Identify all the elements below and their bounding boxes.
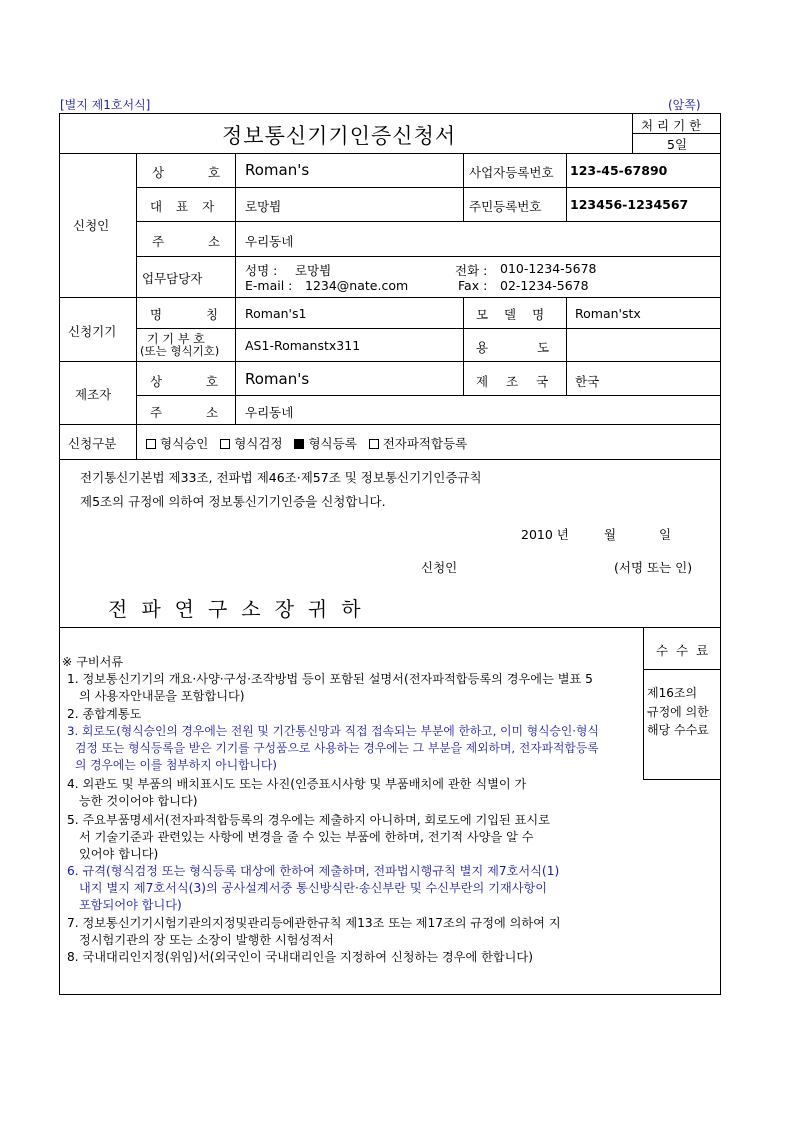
category-options: [146, 434, 467, 452]
doc-item-3-line1: 3. 회로도(형식승인의 경우에는 전원 및 기간통신망과 직접 접속되는 부분에 한하고, 이미 형식승인·형식: [67, 724, 599, 738]
resno-label: 주민등록번호: [469, 199, 542, 214]
email-label: E-mail :: [245, 278, 293, 293]
fee-text-2: 규정에 의한: [647, 705, 709, 719]
fee-text-3: 해당 수수료: [647, 723, 709, 737]
doc-item-2: 2. 종합계통도: [67, 707, 142, 721]
processing-period-label: 처 리 기 한: [641, 118, 702, 133]
doc-item-1-line2: 의 사용자안내문을 포함합니다): [79, 689, 245, 703]
device-title-label: 명 칭: [150, 307, 219, 322]
statement-line1: 전기통신기본법 제33조, 전파법 제46조·제57조 및 정보통신기기인증규칙: [80, 470, 482, 485]
doc-item-4-line1: 4. 외관도 및 부품의 배치표시도 또는 사진(인증표시사항 및 부품배치에 관한 식별이 가: [67, 777, 527, 791]
doc-item-6-line1: 6. 규격(형식검정 또는 형식등록 대상에 한하여 제출하며, 전파법시행규칙 별지 제7호서식(1): [67, 864, 560, 878]
doc-item-6-line2: 내지 별지 제7호서식(3)의 공사설계서중 통신방식란·송신부란 및 수신부란의 기재사항이: [79, 881, 548, 895]
contact-name: 로망뷤: [295, 263, 332, 278]
maker-section-label: 제조자: [75, 387, 112, 402]
maker-addr-value: 우리동네: [245, 405, 294, 420]
contact-label: 업무담당자: [142, 271, 203, 286]
country-label: 제 조 국: [476, 374, 549, 389]
doc-item-3-line3: 의 경우에는 이를 첨부하지 아니합니다): [75, 758, 277, 772]
rep-label: 대 표 자: [150, 199, 215, 214]
maker-name-label: 상 호: [150, 374, 219, 389]
doc-item-7-line2: 정시험기관의 장 또는 소장이 발행한 시험성적서: [79, 933, 334, 947]
applicant-sign-label: 신청인: [421, 560, 458, 575]
option-type-registration[interactable]: 형식등록: [294, 436, 356, 451]
maker-addr-label: 주 소: [150, 405, 219, 420]
doc-item-4-line2: 능한 것이어야 합니다): [79, 794, 198, 808]
checkbox-icon[interactable]: [369, 439, 379, 449]
model-value: Roman'stx: [575, 306, 641, 321]
doc-item-6-line3: 포함되어야 합니다): [79, 898, 182, 912]
fax-value: 02-1234-5678: [500, 278, 589, 293]
phone-value: 010-1234-5678: [500, 261, 597, 276]
date-month: 월: [604, 527, 617, 542]
sign-note: (서명 또는 인): [614, 560, 693, 575]
device-title: Roman's1: [245, 306, 307, 321]
bizno-value: 123-45-67890: [570, 163, 668, 178]
phone-label: 전화 :: [455, 263, 488, 278]
applicant-section-label: 신청인: [73, 218, 110, 233]
applicant-name: Roman's: [245, 161, 310, 179]
addressee: 전파연구소장귀하: [108, 597, 375, 621]
doc-item-7-line1: 7. 정보통신기기시험기관의지정및관리등에관한규칙 제13조 또는 제17조의 규정에 의하여 지: [67, 916, 561, 930]
country-value: 한국: [575, 374, 600, 389]
option-emc-registration[interactable]: 전자파적합등록: [369, 436, 468, 451]
resno-value: 123456-1234567: [570, 197, 689, 212]
addr-value: 우리동네: [245, 234, 294, 249]
email-value: 1234@nate.com: [305, 278, 409, 293]
docs-heading: ※ 구비서류: [62, 655, 124, 669]
checkbox-icon[interactable]: [146, 439, 156, 449]
fee-label: 수 수 료: [656, 643, 709, 658]
date-day: 일: [659, 527, 672, 542]
processing-period-value: 5일: [667, 137, 688, 152]
use-label: 용 도: [476, 340, 550, 355]
model-label: 모 델 명: [476, 307, 545, 322]
checkbox-icon[interactable]: [220, 439, 230, 449]
code-label-sub: (또는 형식기호): [140, 344, 220, 358]
category-label: 신청구분: [68, 436, 117, 451]
code-value: AS1-Romanstx311: [245, 338, 361, 353]
fax-label: Fax :: [458, 278, 488, 293]
option-type-inspection[interactable]: 형식검정: [220, 436, 282, 451]
addr-label: 주 소: [152, 234, 221, 249]
device-section-label: 신청기기: [68, 324, 117, 339]
bizno-label: 사업자등록번호: [469, 165, 554, 180]
fee-text-1: 제16조의: [647, 686, 698, 700]
checked-checkbox-icon[interactable]: [294, 439, 304, 449]
rep-value: 로망뷤: [245, 199, 282, 214]
statement-line2: 제5조의 규정에 의하여 정보통신기기인증을 신청합니다.: [80, 494, 386, 509]
applicant-name-label: 상 호: [152, 165, 221, 180]
doc-item-5-line1: 5. 주요부품명세서(전자파적합등록의 경우에는 제출하지 아니하며, 회로도에 기입된 표시로: [67, 813, 550, 827]
page-side: (앞쪽): [668, 98, 701, 112]
contact-name-label: 성명 :: [245, 263, 278, 278]
doc-item-5-line2: 서 기술기준과 관련있는 사항에 변경을 줄 수 있는 부품에 한하며, 전기적 사양을 알 수: [79, 830, 534, 844]
form-title: 정보통신기기인증신청서: [222, 124, 457, 148]
doc-item-1-line1: 1. 정보통신기기의 개요·사양·구성·조작방법 등이 포함된 설명서(전자파적합등록의 경우에는 별표 5: [67, 672, 593, 686]
doc-item-3-line2: 검정 또는 형식등록을 받은 기기를 구성품으로 사용하는 경우에는 그 부분을 제외하며, 전자파적합등록: [75, 741, 599, 755]
doc-item-5-line3: 있어야 합니다): [79, 847, 159, 861]
maker-name: Roman's: [245, 370, 310, 388]
doc-item-8: 8. 국내대리인지정(위임)서(외국인이 국내대리인을 지정하여 신청하는 경우에 한합니다): [67, 950, 533, 964]
option-type-approval[interactable]: 형식승인: [146, 436, 208, 451]
form-number: [별지 제1호서식]: [60, 98, 151, 112]
date-year: 2010 년: [521, 527, 569, 542]
code-label: 기 기 부 호: [147, 332, 205, 346]
